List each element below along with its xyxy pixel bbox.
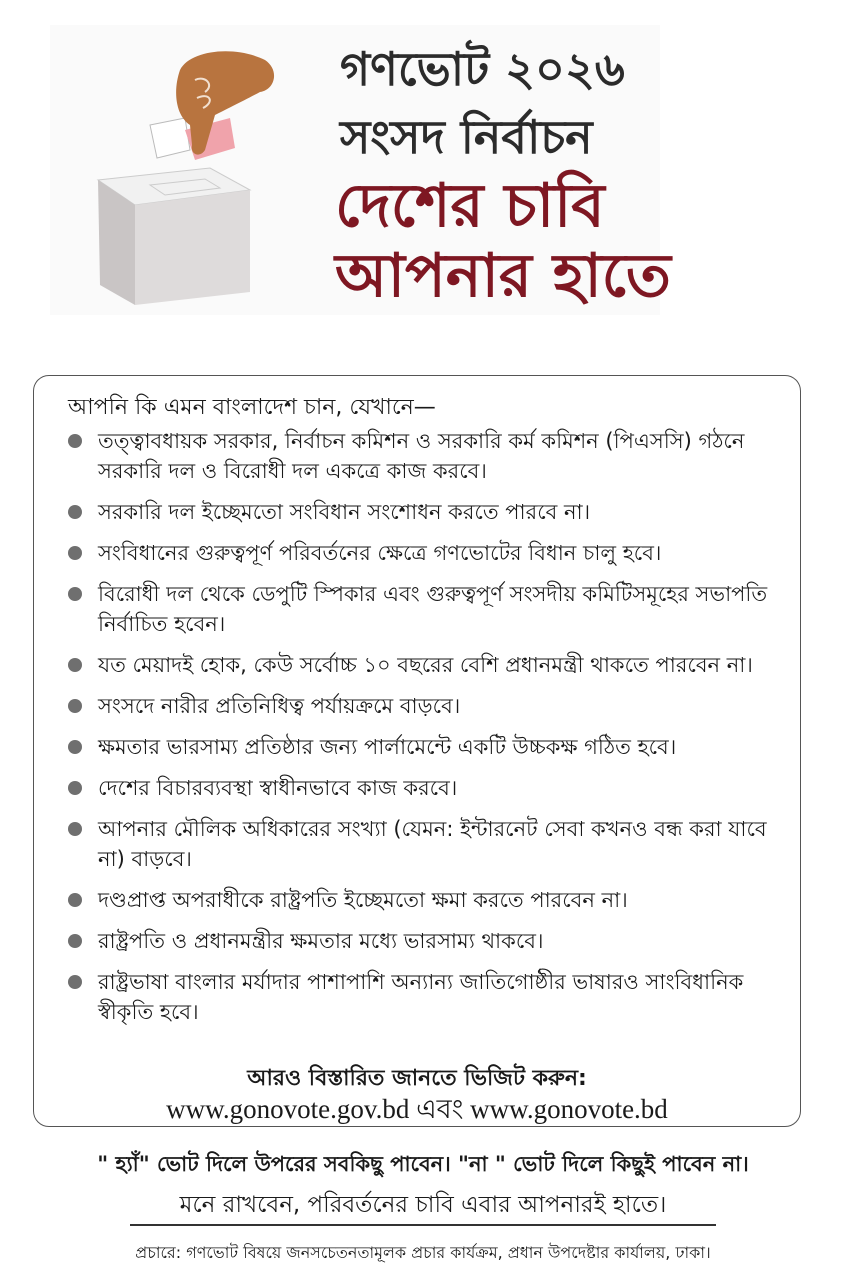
bullet-icon	[68, 740, 82, 754]
bullet-icon	[68, 546, 82, 560]
list-item	[68, 650, 792, 680]
promises-list	[68, 426, 792, 1038]
list-item	[68, 497, 792, 527]
bullet-icon	[68, 822, 82, 836]
list-item-text: রাষ্ট্রপতি ও প্রধানমন্ত্রীর ক্ষমতার মধ্যে ভারসাম্য থাকবে।	[98, 929, 544, 953]
header-line1: গণভোট ২০২৬	[340, 42, 625, 96]
yes-no-message: " হ্যাঁ" ভোট দিলে উপরের সবকিছু পাবেন। "না " ভোট দিলে কিছুই পাবেন না।	[97, 1152, 749, 1176]
list-item	[68, 967, 792, 1027]
list-item-text: ক্ষমতার ভারসাম্য প্রতিষ্ঠার জন্য পার্লামেন্টে একটি উচ্চকক্ষ গঠিত হবে।	[98, 735, 677, 759]
list-item-text: যত মেয়াদই হোক, কেউ সর্বোচ্চ ১০ বছরের বেশি প্রধানমন্ত্রী থাকতে পারবেন না।	[98, 653, 753, 677]
list-item	[68, 691, 792, 721]
bullet-icon	[68, 658, 82, 672]
bullet-icon	[68, 699, 82, 713]
promises-box	[33, 375, 801, 1127]
list-item	[68, 773, 792, 803]
list-item-text: সরকারি দল ইচ্ছেমতো সংবিধান সংশোধন করতে পারবে না।	[98, 500, 591, 524]
list-item-text: তত্ত্বাবধায়ক সরকার, নির্বাচন কমিশন ও সরকারি কর্ম কমিশন (পিএসসি) গঠনে সরকারি দল ও বিরোধী দল একত্রে কাজ করবে।	[98, 429, 745, 483]
footer-credit: প্রচারে: গণভোট বিষয়ে জনসচেতনতামূলক প্রচার কার্যক্রম, প্রধান উপদেষ্টার কার্যালয়, ঢাকা।	[135, 1243, 711, 1262]
list-item	[68, 426, 792, 486]
list-item-text: বিরোধী দল থেকে ডেপুটি স্পিকার এবং গুরুত্বপূর্ণ সংসদীয় কমিটিসমূহের সভাপতি নির্বাচিত হবেন।	[98, 582, 768, 636]
visit-text: আরও বিস্তারিত জানতে ভিজিট করুন:	[247, 1066, 587, 1091]
poster-header	[50, 25, 671, 315]
bullet-icon	[68, 781, 82, 795]
bullet-icon	[68, 434, 82, 448]
bullet-icon	[68, 505, 82, 519]
bullet-icon	[68, 934, 82, 948]
list-item	[68, 814, 792, 874]
bullet-icon	[68, 975, 82, 989]
slogan-line2: আপনার হাতে	[335, 241, 671, 311]
slogan-line1: দেশের চাবি	[335, 171, 605, 241]
list-item-text: সংবিধানের গুরুত্বপূর্ণ পরিবর্তনের ক্ষেত্রে গণভোটের বিধান চালু হবে।	[98, 541, 662, 565]
ballot-box-illustration	[95, 30, 295, 310]
list-item	[68, 732, 792, 762]
list-item-text: রাষ্ট্রভাষা বাংলার মর্যাদার পাশাপাশি অন্যান্য জাতিগোষ্ঠীর ভাষারও সাংবিধানিক স্বীকৃতি হবে।	[98, 970, 744, 1024]
header-line2: সংসদ নির্বাচন	[340, 110, 593, 164]
question-heading: আপনি কি এমন বাংলাদেশ চান, যেখানে—	[68, 395, 436, 420]
bullet-icon	[68, 893, 82, 907]
list-item	[68, 579, 792, 639]
list-item-text: দেশের বিচারব্যবস্থা স্বাধীনভাবে কাজ করবে।	[98, 776, 458, 800]
bullet-icon	[68, 587, 82, 601]
list-item-text: সংসদে নারীর প্রতিনিধিত্ব পর্যায়ক্রমে বাড়বে।	[98, 694, 461, 718]
list-item	[68, 885, 792, 915]
website-links[interactable]: www.gonovote.gov.bd এবং www.gonovote.bd	[166, 1094, 668, 1124]
list-item	[68, 538, 792, 568]
list-item	[68, 926, 792, 956]
list-item-text: আপনার মৌলিক অধিকারের সংখ্যা (যেমন: ইন্টারনেট সেবা কখনও বন্ধ করা যাবে না) বাড়বে।	[98, 817, 767, 871]
list-item-text: দণ্ডপ্রাপ্ত অপরাধীকে রাষ্ট্রপতি ইচ্ছেমতো ক্ষমা করতে পারবেন না।	[98, 888, 628, 912]
divider	[130, 1224, 716, 1226]
remember-message: মনে রাখবেন, পরিবর্তনের চাবি এবার আপনারই হাতে।	[179, 1192, 667, 1218]
